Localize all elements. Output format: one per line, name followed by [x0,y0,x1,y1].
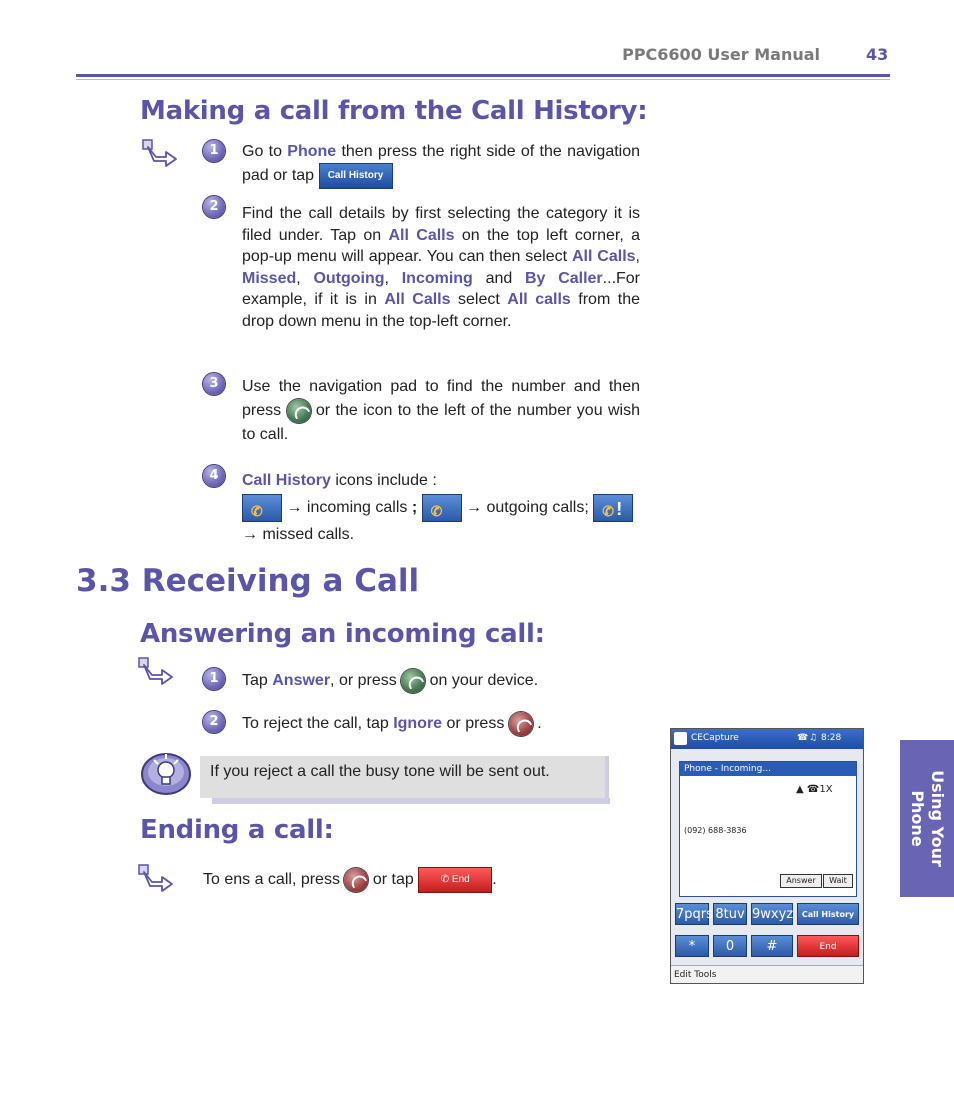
lightbulb-icon [140,750,192,798]
signal-icon: ☎ [797,733,809,743]
step-number: 2 [203,196,225,218]
key-9[interactable]: 9wxyz [751,903,793,925]
end-button-icon [509,712,533,736]
ending-text: To ens a call, press or tap ✆ End . [203,866,603,894]
pointer-arrow-icon [138,864,174,892]
outgoing-call-icon: ✆ [422,494,462,522]
note-text: If you reject a call the busy tone will be sent out. [210,763,550,780]
talk-button-icon [401,669,425,693]
answer-step-2-text: To reject the call, tap Ignore or press . [242,711,642,737]
section-title-ending: Ending a call: [140,815,334,845]
talk-button-icon [287,399,311,423]
step-number: 3 [203,373,225,395]
pointer-arrow-icon [142,139,178,167]
step-number: 2 [203,711,225,733]
side-tab [900,740,954,897]
header-rule-thin [76,79,890,80]
pointer-arrow-icon [138,657,174,685]
caller-number: (092) 688-3836 [684,826,747,835]
popup-title: Phone - Incoming... [680,762,856,776]
call-history-key[interactable]: Call History [797,903,859,925]
manual-title: PPC6600 User Manual [622,45,820,64]
side-tab-line2: Phone [908,790,927,847]
step-4-text: Call History icons include : ✆ → incoming calls ; ✆ → outgoing calls; ✆ ! → missed calls. [242,468,642,548]
windows-start-icon [674,732,687,745]
key-0[interactable]: 0 [713,935,747,957]
note-shadow [212,798,610,804]
key-8[interactable]: 8tuv [713,903,747,925]
step-number: 1 [203,140,225,162]
volume-icon: ♫ [809,733,818,743]
chapter-title: 3.3 Receiving a Call [76,563,420,599]
end-key[interactable]: End [797,935,859,957]
end-button-icon [344,868,368,892]
section-title-call-history: Making a call from the Call History: [140,96,648,126]
incoming-call-icon: ✆ [242,494,282,522]
answer-step-1-text: Tap Answer, or press on your device. [242,668,642,694]
device-screenshot [670,728,864,984]
step-2-text: Find the call details by first selecting the category it is filed under. Tap on All Calls on the top left corner, a pop-up menu will appear. You can then select All Calls, Missed, Outgoing, Incoming and By Caller...For example, if it is in All Calls select All calls from the drop down menu in the top-left corner. [242,205,641,330]
device-title-bar [671,729,863,749]
section-title-answering: Answering an incoming call: [140,619,545,649]
device-time: 8:28 [821,733,842,743]
step-number: 1 [203,668,225,690]
header-rule [76,74,890,77]
call-history-button[interactable]: Call History [319,163,393,189]
key-star[interactable]: * [675,935,709,957]
page-number: 43 [866,45,889,64]
wait-button[interactable]: Wait [823,874,853,888]
step-1-text: Go to Phone then press the right side of the navigation pad or tap Call History [242,141,640,189]
step-number: 4 [203,465,225,487]
answer-button[interactable]: Answer [780,874,822,888]
device-menu-bar [671,965,864,984]
device-app-title: CECapture [691,733,739,743]
incoming-call-popup [679,761,857,897]
missed-call-icon: ✆ ! [593,494,633,522]
end-softkey-button[interactable]: ✆ End [418,867,492,893]
step-3-text: Use the navigation pad to find the number and then press or the icon to the left of the number you wish to call. [242,378,640,444]
popup-status-icons: ▲ ☎1X [796,784,833,795]
device-menu[interactable]: Edit Tools [674,970,717,980]
note-box [200,756,609,798]
side-tab-line1: Using Your [928,770,947,867]
key-7[interactable]: 7pqrs [675,903,709,925]
key-hash[interactable]: # [751,935,793,957]
